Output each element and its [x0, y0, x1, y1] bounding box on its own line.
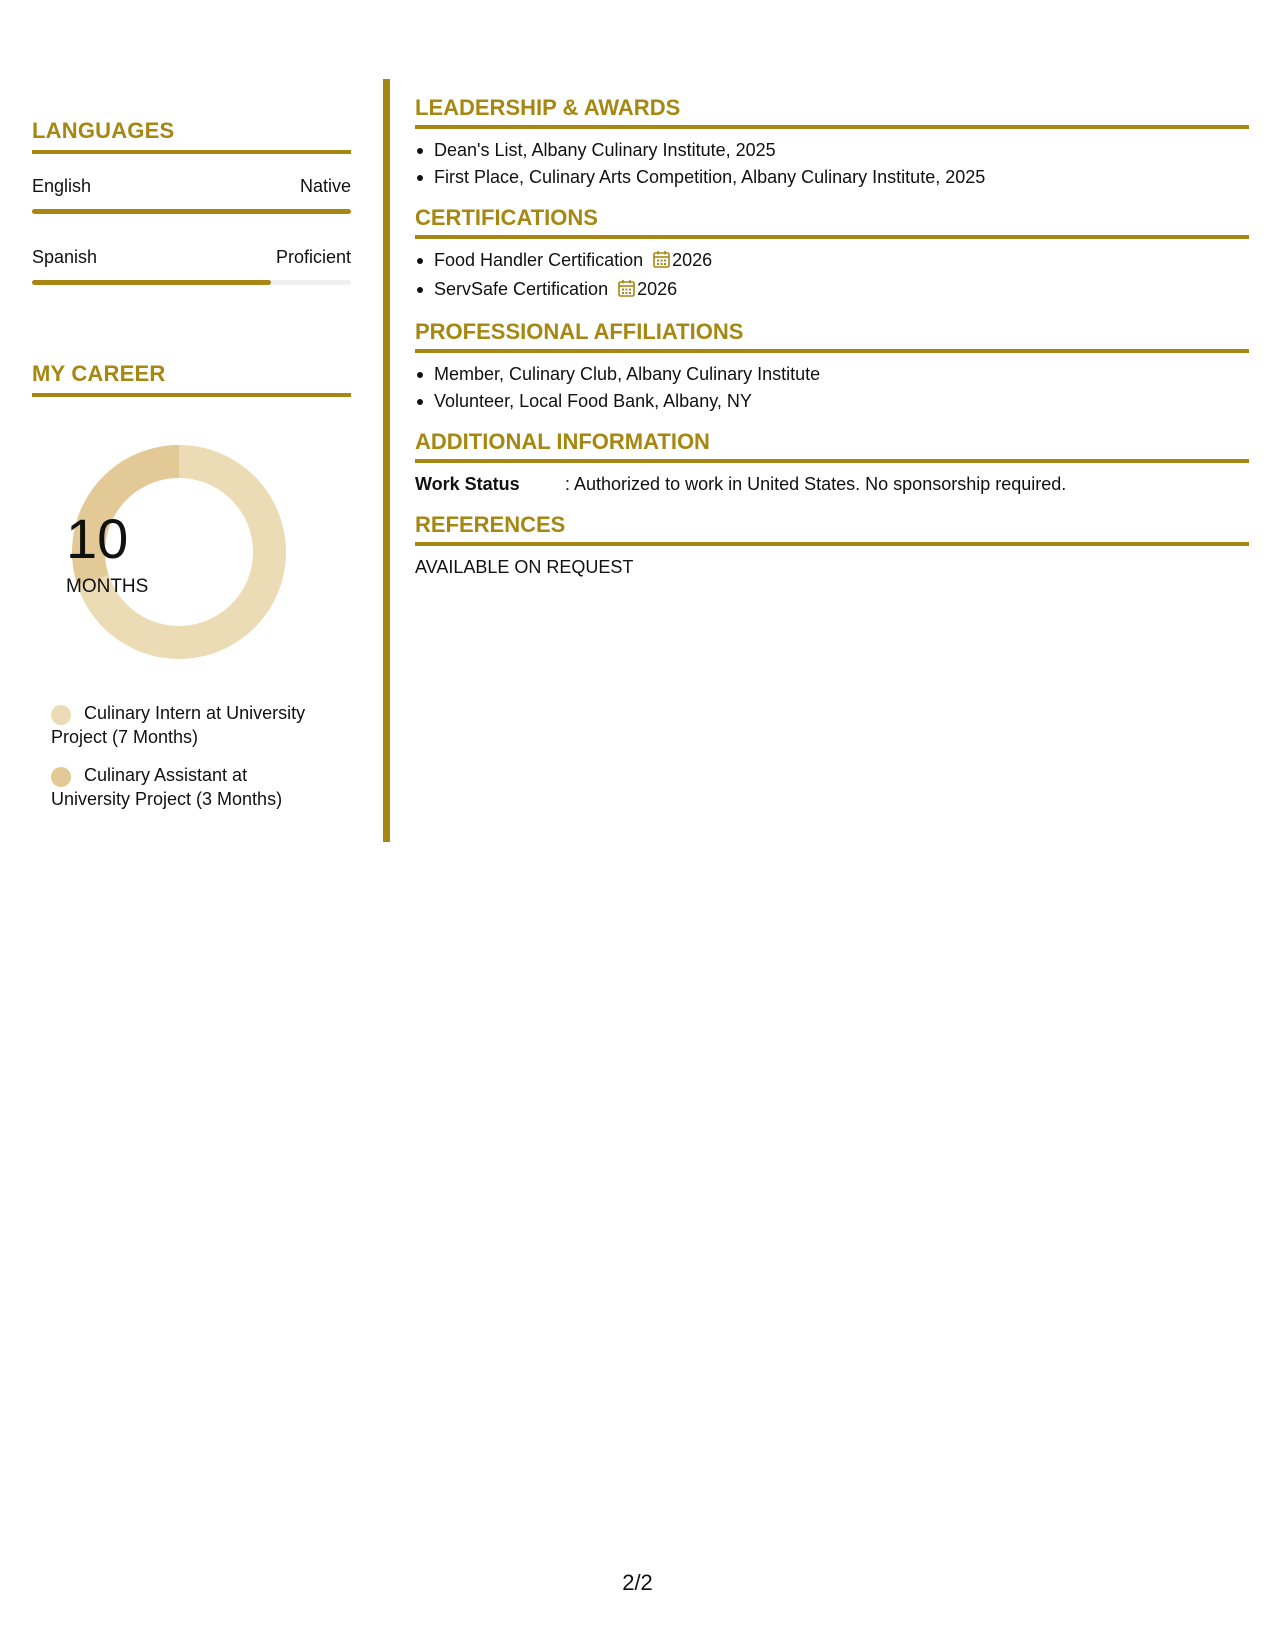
- calendar-icon: [653, 249, 670, 276]
- list-item: Member, Culinary Club, Albany Culinary Institute: [415, 361, 1249, 388]
- certification-name: ServSafe Certification: [434, 279, 609, 299]
- language-bar-fill: [32, 209, 351, 214]
- career-donut-chart: [66, 439, 292, 665]
- language-bar-fill: [32, 280, 271, 285]
- references-section: [415, 512, 1249, 581]
- language-name: Spanish: [32, 247, 98, 267]
- language-bar: [32, 209, 351, 214]
- legend-dot: [51, 767, 71, 787]
- column-divider: [383, 79, 390, 842]
- career-title: MY CAREER: [32, 361, 351, 397]
- legend-item-intern: [51, 701, 321, 749]
- leadership-list: [415, 137, 1249, 191]
- legend-label: Culinary Assistant at University Project (3 Months): [51, 765, 283, 809]
- certifications-title: CERTIFICATIONS: [415, 205, 1249, 239]
- right-column: [415, 95, 1249, 595]
- leadership-title: LEADERSHIP & AWARDS: [415, 95, 1249, 129]
- additional-section: [415, 429, 1249, 498]
- list-item: [415, 247, 1249, 276]
- language-level: Native: [299, 176, 351, 196]
- references-title: REFERENCES: [415, 512, 1249, 546]
- affiliations-section: [415, 319, 1249, 415]
- legend-item-assistant: [51, 763, 321, 811]
- legend-label: Culinary Intern at University Project (7 Months): [51, 703, 306, 747]
- career-section: [32, 361, 351, 811]
- additional-title: ADDITIONAL INFORMATION: [415, 429, 1249, 463]
- list-item: First Place, Culinary Arts Competition, Albany Culinary Institute, 2025: [415, 164, 1249, 191]
- language-name: English: [32, 176, 92, 196]
- languages-title: LANGUAGES: [32, 118, 351, 154]
- certification-year: 2026: [672, 250, 713, 270]
- calendar-icon: [618, 278, 635, 305]
- certification-year: 2026: [637, 279, 678, 299]
- legend-dot: [51, 705, 71, 725]
- work-status-value: : Authorized to work in United States. No sponsorship required.: [565, 474, 1067, 494]
- certification-name: Food Handler Certification: [434, 250, 644, 270]
- list-item: Volunteer, Local Food Bank, Albany, NY: [415, 388, 1249, 415]
- language-level: Proficient: [275, 247, 351, 267]
- language-bar: [32, 280, 351, 285]
- affiliations-list: [415, 361, 1249, 415]
- affiliations-title: PROFESSIONAL AFFILIATIONS: [415, 319, 1249, 353]
- list-item: [415, 276, 1249, 305]
- language-english: [32, 176, 351, 214]
- certifications-section: [415, 205, 1249, 305]
- left-column: [32, 118, 351, 811]
- work-status-row: [415, 471, 1249, 498]
- language-spanish: [32, 247, 351, 285]
- career-legend: [51, 701, 321, 811]
- references-text: AVAILABLE ON REQUEST: [415, 557, 634, 577]
- career-total-value: 10: [66, 507, 129, 570]
- leadership-section: [415, 95, 1249, 191]
- certifications-list: [415, 247, 1249, 305]
- list-item: Dean's List, Albany Culinary Institute, 2025: [415, 137, 1249, 164]
- page-number: 2/2: [622, 1570, 653, 1595]
- career-total-unit: MONTHS: [66, 576, 149, 597]
- work-status-label: Work Status: [415, 474, 520, 494]
